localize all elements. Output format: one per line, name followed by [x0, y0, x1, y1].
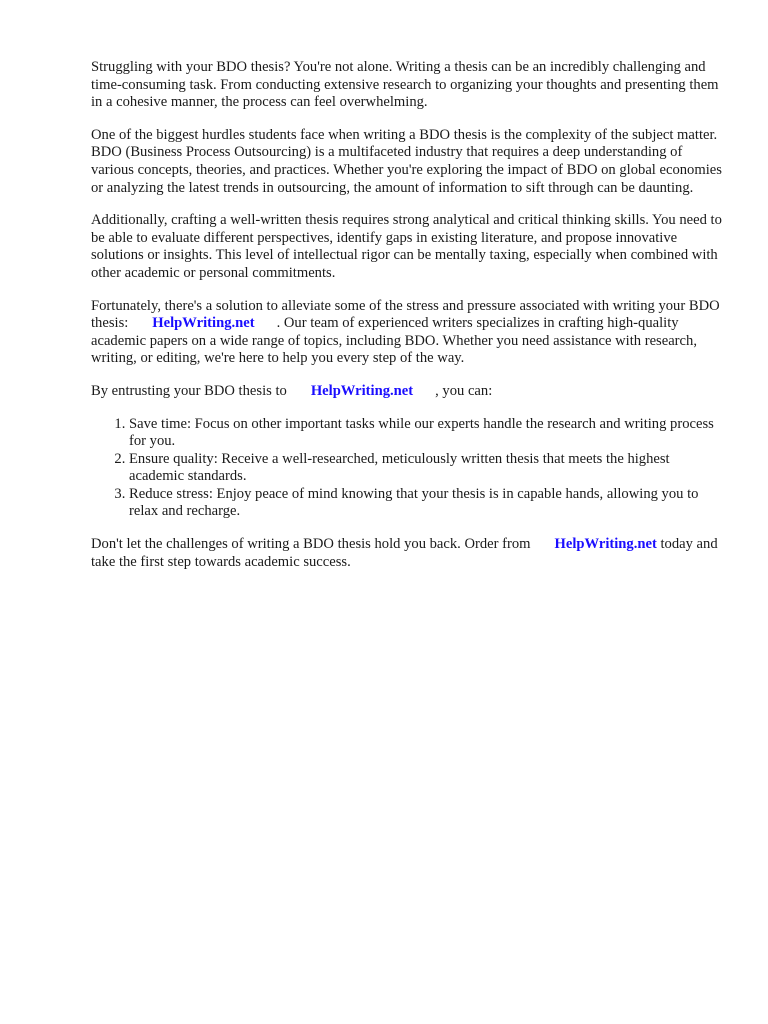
closing-text-before: Don't let the challenges of writing a BDO thesis hold you back. Order from: [91, 536, 531, 553]
entrust-paragraph: [91, 383, 723, 401]
list-item: 3. Reduce stress: Enjoy peace of mind knowing that your thesis is in capable hands, allowing you to relax and recharge.: [129, 486, 723, 521]
helpwriting-link[interactable]: HelpWriting.net: [554, 536, 657, 553]
closing-text-after: today and take the first step towards academic success.: [91, 536, 718, 570]
closing-paragraph: [91, 536, 723, 571]
list-item: 2. Ensure quality: Receive a well-researched, meticulously written thesis that meets the highest academic standards.: [129, 451, 723, 486]
skills-paragraph: Additionally, crafting a well-written thesis requires strong analytical and critical thinking skills. You need to be able to evaluate different perspectives, identify gaps in existing literature, and propose innovative solutions or insights. This level of intellectual rigor can be mentally taxing, especially when combined with other academic or personal commitments.: [91, 212, 722, 281]
document-page: [91, 59, 723, 586]
list-item: 1. Save time: Focus on other important tasks while our experts handle the research and writing process for you.: [129, 416, 723, 451]
solution-text-before: Fortunately, there's a solution to alleviate some of the stress and pressure associated with writing your BDO thesis:: [91, 297, 720, 332]
helpwriting-link[interactable]: HelpWriting.net: [310, 382, 414, 399]
solution-text-after: . Our team of experienced writers specializes in crafting high-quality academic papers on a wide range of topics, including BDO. Whether you need assistance with research, writing, or editing, we're here to help you every step of the way.: [91, 315, 697, 367]
complexity-paragraph: One of the biggest hurdles students face when writing a BDO thesis is the complexity of the subject matter. BDO (Business Process Outsourcing) is a multifaceted industry that requires a deep understanding of various concepts, theories, and practices. Whether you're exploring the impact of BDO on global economies or analyzing the latest trends in outsourcing, the amount of information to sift through can be daunting.: [91, 126, 722, 196]
benefits-list: [91, 416, 723, 522]
intro-paragraph: Struggling with your BDO thesis? You're not alone. Writing a thesis can be an incredibly challenging and time-consuming task. From conducting extensive research to organizing your thoughts and presenting them in a cohesive manner, the process can feel overwhelming.: [91, 59, 719, 111]
entrust-text-before: By entrusting your BDO thesis to: [91, 382, 287, 399]
solution-paragraph: [91, 298, 723, 368]
entrust-text-after: , you can:: [435, 382, 493, 399]
helpwriting-link[interactable]: HelpWriting.net: [152, 315, 255, 332]
